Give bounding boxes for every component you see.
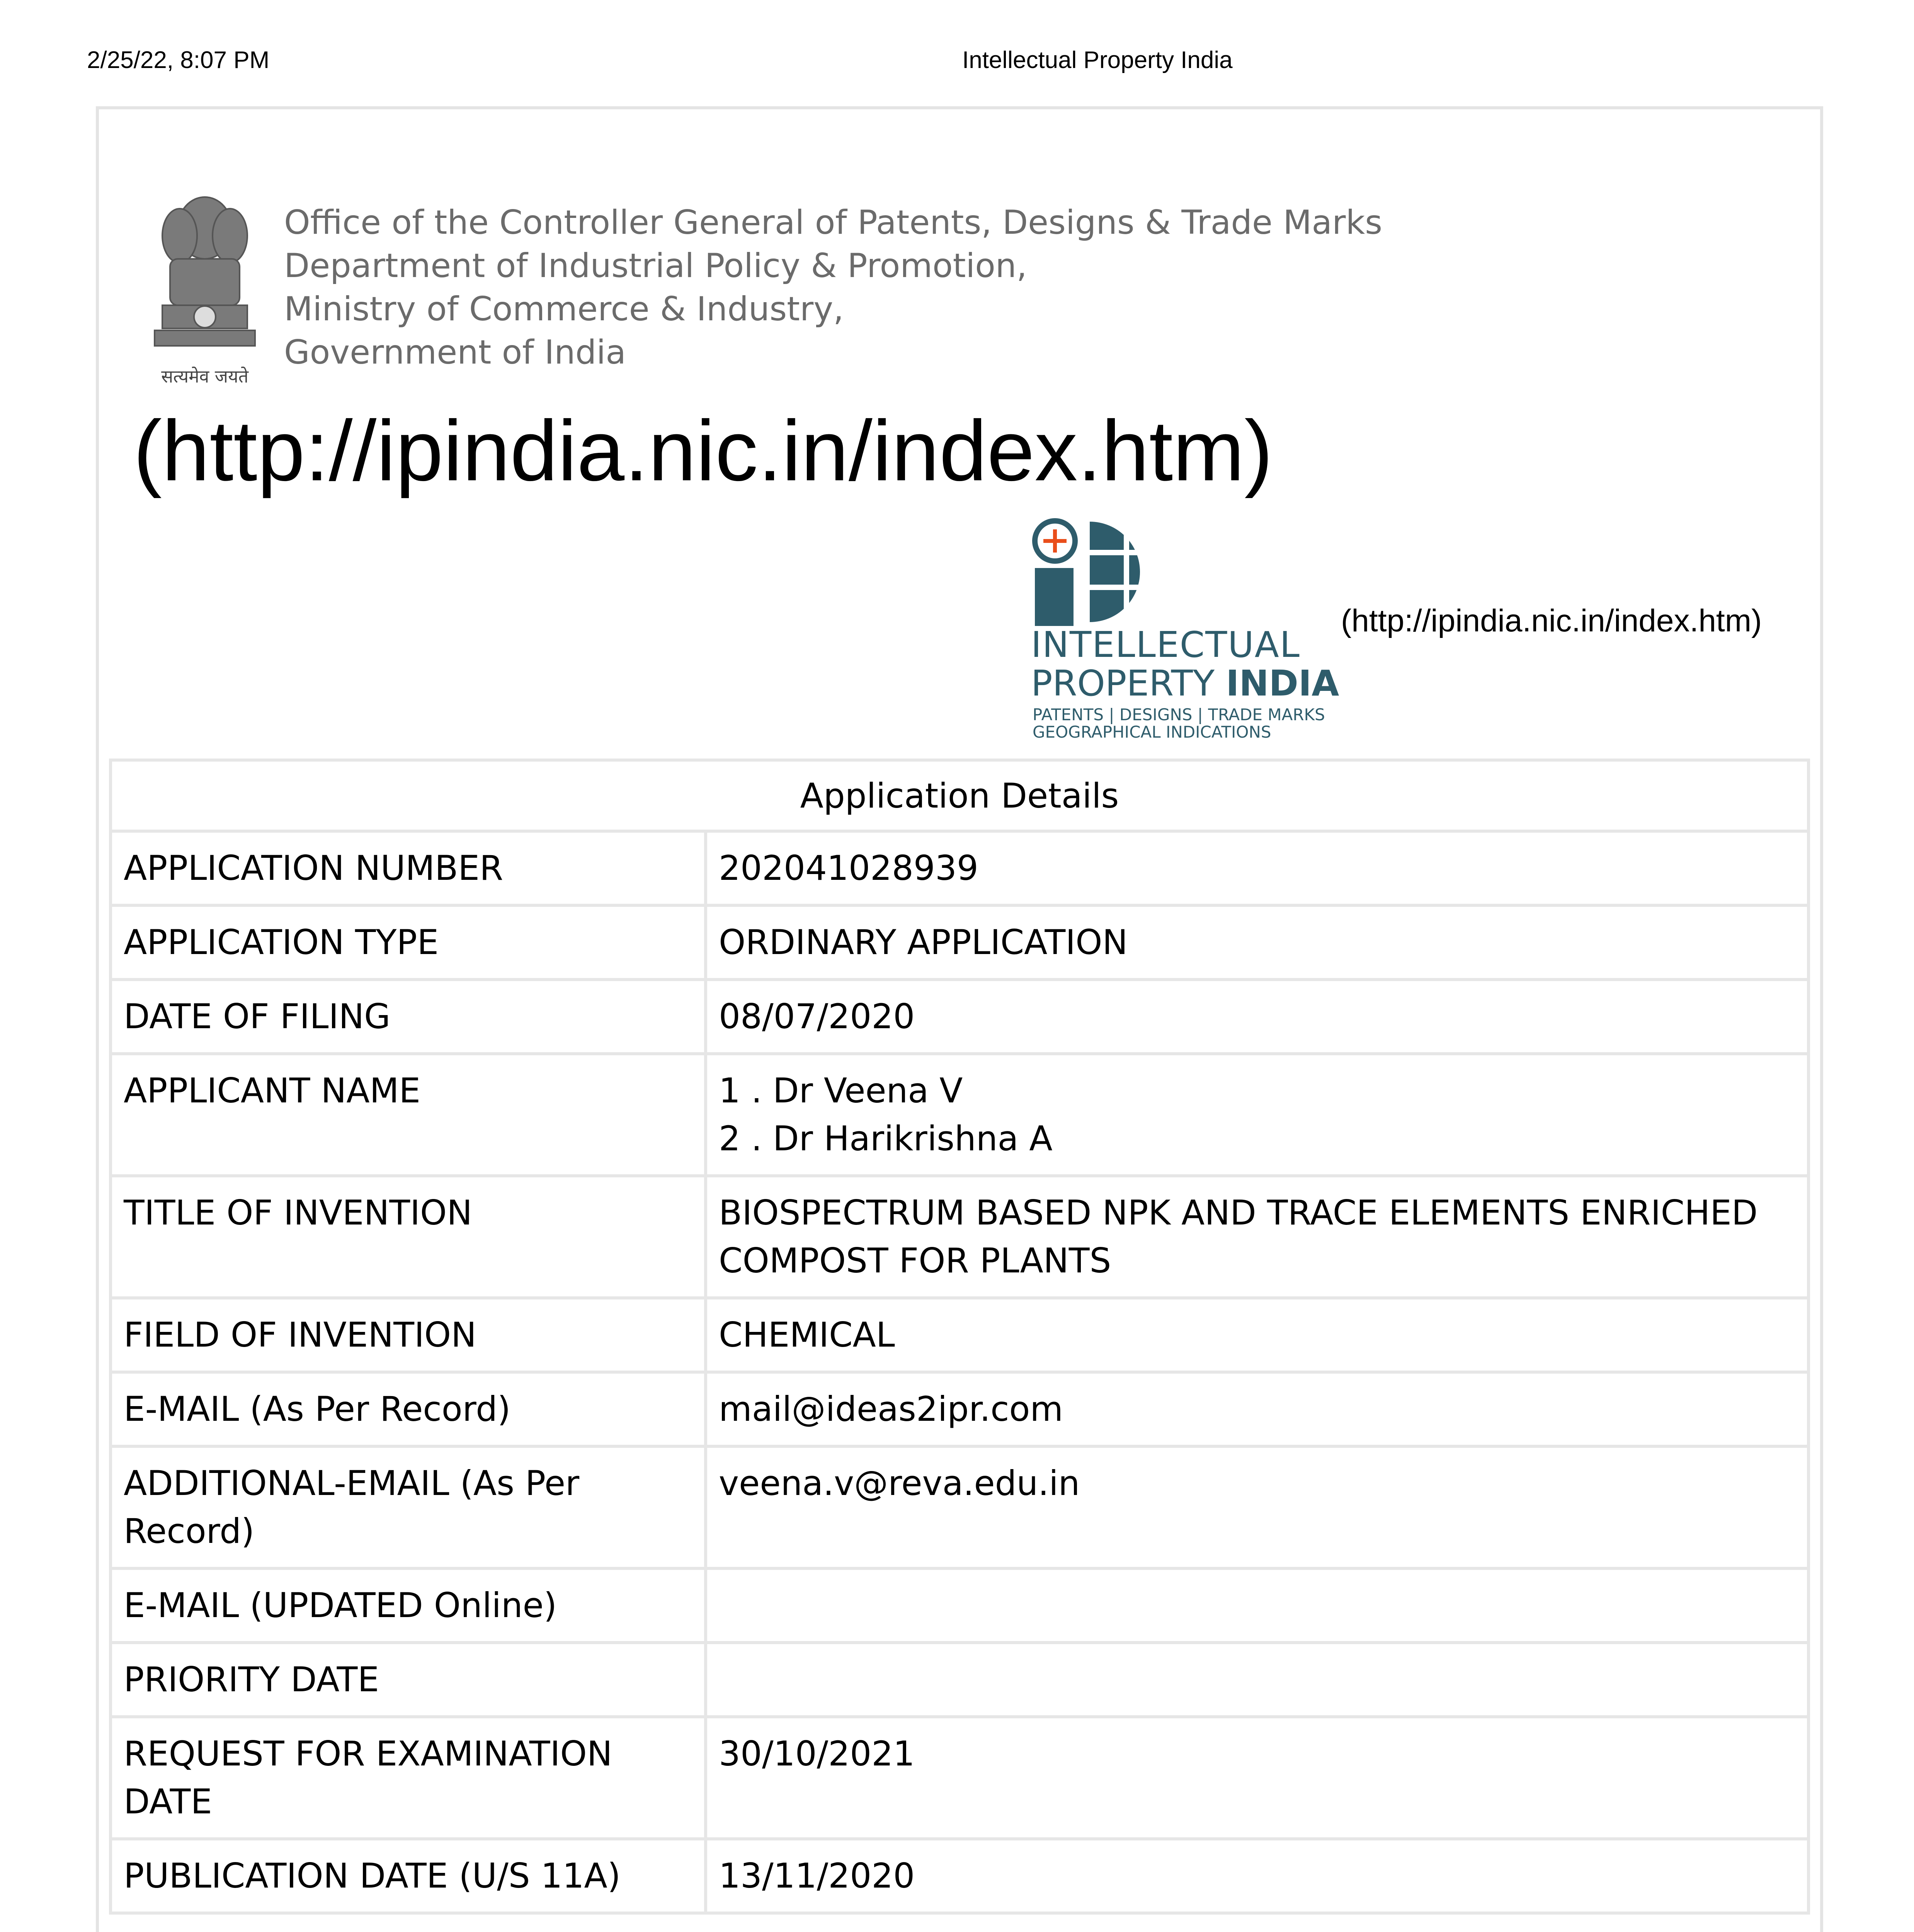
table-row	[111, 1298, 1809, 1372]
row-value	[706, 1176, 1809, 1298]
ip-logo-line1: INTELLECTUAL	[1031, 624, 1300, 665]
row-label: ADDITIONAL-EMAIL (As Per Record)	[111, 1446, 706, 1568]
ip-logo-line2	[1031, 663, 1339, 704]
government-office-heading	[284, 201, 1382, 374]
row-value	[706, 1568, 1809, 1643]
ip-logo-line3: PATENTS | DESIGNS | TRADE MARKS	[1033, 705, 1325, 724]
row-value: 13/11/2020	[706, 1839, 1809, 1913]
row-label: E-MAIL (As Per Record)	[111, 1372, 706, 1446]
gov-line-ministry: Ministry of Commerce & Industry,	[284, 290, 844, 328]
invention-title-line1: BIOSPECTRUM BASED NPK AND TRACE ELEMENTS ENRICHED	[719, 1193, 1758, 1233]
table-row	[111, 1643, 1809, 1717]
row-value: 08/07/2020	[706, 980, 1809, 1054]
ipindia-home-link[interactable]: (http://ipindia.nic.in/index.htm)	[133, 403, 1273, 499]
row-value	[706, 1643, 1809, 1717]
table-row	[111, 980, 1809, 1054]
row-label: E-MAIL (UPDATED Online)	[111, 1568, 706, 1643]
row-value: CHEMICAL	[706, 1298, 1809, 1372]
row-value: mail@ideas2ipr.com	[706, 1372, 1809, 1446]
table-row	[111, 831, 1809, 905]
table-row	[111, 1839, 1809, 1913]
applicant-name-1: 1 . Dr Veena V	[719, 1071, 963, 1111]
row-label: PRIORITY DATE	[111, 1643, 706, 1717]
national-emblem-icon	[139, 182, 271, 398]
row-label: DATE OF FILING	[111, 980, 706, 1054]
applicant-name-2: 2 . Dr Harikrishna A	[719, 1119, 1053, 1158]
row-label: PUBLICATION DATE (U/S 11A)	[111, 1839, 706, 1913]
table-row	[111, 1568, 1809, 1643]
emblem-caption: सत्यमेव जयते	[161, 366, 248, 387]
table-row	[111, 1176, 1809, 1298]
gov-line-government: Government of India	[284, 333, 626, 372]
table-row	[111, 1054, 1809, 1176]
application-details-table	[109, 759, 1810, 1915]
row-label: FIELD OF INVENTION	[111, 1298, 706, 1372]
row-value: veena.v@reva.edu.in	[706, 1446, 1809, 1568]
row-value: 30/10/2021	[706, 1717, 1809, 1839]
ip-india-logo[interactable]	[1028, 518, 1337, 746]
print-datetime: 2/25/22, 8:07 PM	[87, 47, 270, 73]
row-label: APPLICATION NUMBER	[111, 831, 706, 905]
row-label: REQUEST FOR EXAMINATION DATE	[111, 1717, 706, 1839]
row-label: APPLICANT NAME	[111, 1054, 706, 1176]
row-value	[706, 1054, 1809, 1176]
table-row	[111, 1372, 1809, 1446]
ip-logo-line4: GEOGRAPHICAL INDICATIONS	[1033, 723, 1271, 742]
row-value: ORDINARY APPLICATION	[706, 905, 1809, 980]
gov-line-department: Department of Industrial Policy & Promotion,	[284, 247, 1027, 285]
row-label: TITLE OF INVENTION	[111, 1176, 706, 1298]
table-row	[111, 905, 1809, 980]
print-page-title: Intellectual Property India	[962, 47, 1233, 73]
gov-line-office: Office of the Controller General of Patents, Designs & Trade Marks	[284, 203, 1383, 242]
invention-title-line2: COMPOST FOR PLANTS	[719, 1241, 1111, 1281]
ip-india-logo-mark-icon	[1028, 518, 1167, 626]
row-label: APPLICATION TYPE	[111, 905, 706, 980]
ip-logo-line2b: INDIA	[1226, 663, 1339, 704]
table-row	[111, 1446, 1809, 1568]
ip-logo-line2a: PROPERTY	[1031, 663, 1226, 704]
application-details-heading: Application Details	[111, 760, 1809, 831]
ipindia-logo-link[interactable]: (http://ipindia.nic.in/index.htm)	[1341, 603, 1762, 638]
row-value: 202041028939	[706, 831, 1809, 905]
table-row	[111, 1717, 1809, 1839]
